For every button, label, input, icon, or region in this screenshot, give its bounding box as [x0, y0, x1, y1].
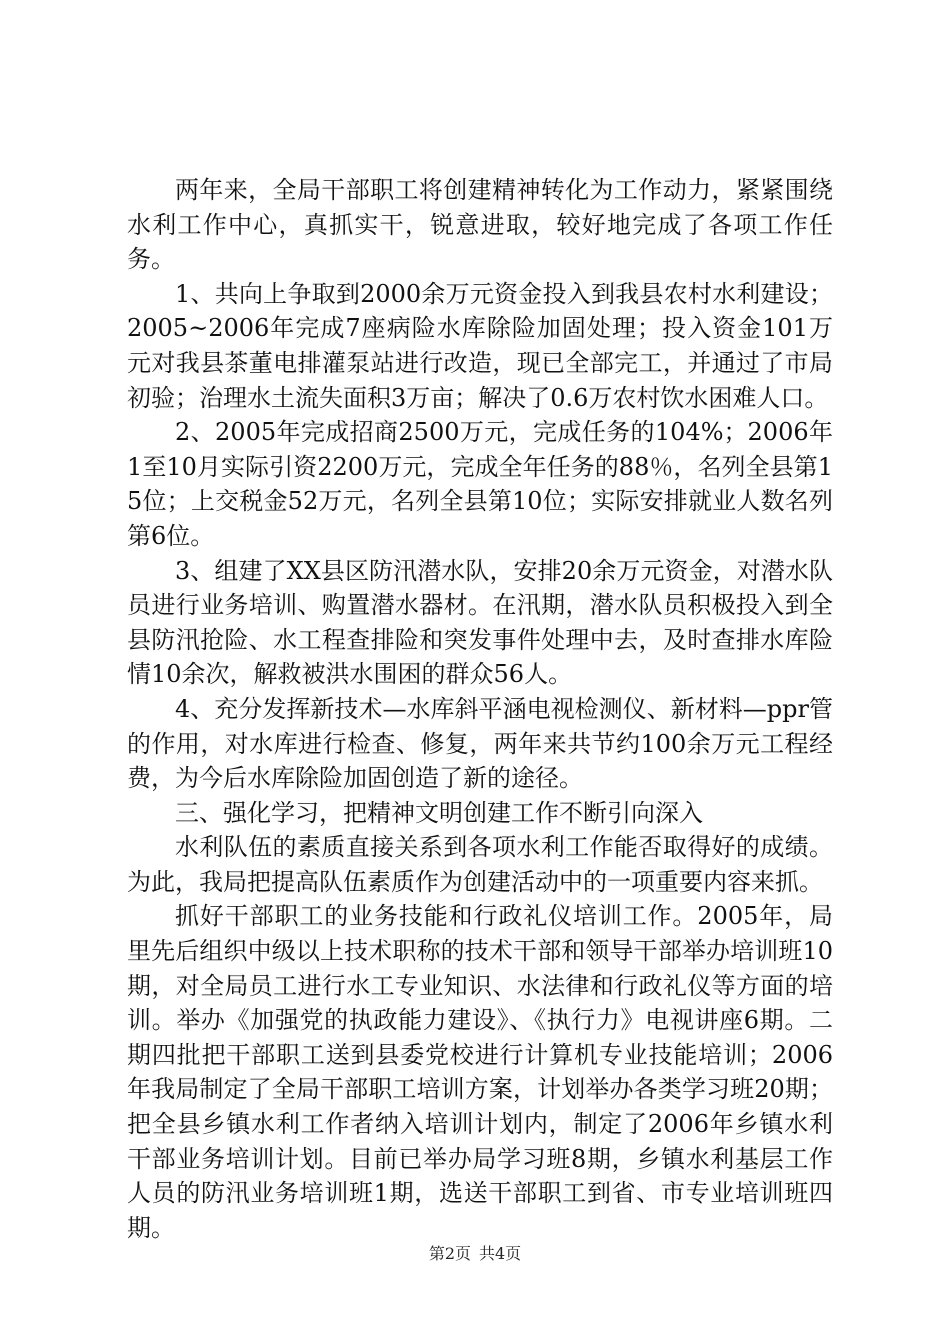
page-footer	[0, 1243, 950, 1265]
page-total: 共4页	[479, 1244, 522, 1263]
paragraph-item-3: 3、组建了XX县区防汛潜水队，安排20余万元资金，对潜水队员进行业务培训、购置潜水器材。在汛期，潜水队员积极投入到全县防汛抢险、水工程查排险和突发事件处理中去，及时查排水库险情10余次，解救被洪水围困的群众56人。	[127, 556, 833, 689]
page-number: 第2页	[428, 1244, 471, 1263]
paragraph-item-4: 4、充分发挥新技术—水库斜平涵电视检测仪、新材料—ppr管的作用，对水库进行检查、修复，两年来共节约100余万元工程经费，为今后水库除险加固创造了新的途径。	[127, 694, 833, 793]
section-heading: 三、强化学习，把精神文明创建工作不断引向深入	[175, 798, 703, 827]
paragraph-intro: 两年来，全局干部职工将创建精神转化为工作动力，紧紧围绕水利工作中心，真抓实干，锐意进取，较好地完成了各项工作任务。	[127, 176, 833, 274]
paragraph-training: 抓好干部职工的业务技能和行政礼仪培训工作。2005年，局里先后组织中级以上技术职称的技术干部和领导干部举办培训班10期，对全局员工进行水工专业知识、水法律和行政礼仪等方面的培训。举办《加强党的执政能力建设》、《执行力》电视讲座6期。二期四批把干部职工送到县委党校进行计算机专业技能培训；2006年我局制定了全局干部职工培训方案，计划举办各类学习班20期；把全县乡镇水利工作者纳入培训计划内，制定了2006年乡镇水利干部业务培训计划。目前已举办局学习班8期，乡镇水利基层工作人员的防汛业务培训班1期，选送干部职工到省、市专业培训班四期。	[127, 902, 833, 1242]
paragraph-item-1: 1、共向上争取到2000余万元资金投入到我县农村水利建设；2005~2006年完成7座病险水库除险加固处理；投入资金101万元对我县茶董电排灌泵站进行改造，现已全部完工，并通过了市局初验；治理水土流失面积3万亩；解决了0.6万农村饮水困难人口。	[127, 279, 833, 412]
document-body	[127, 173, 833, 1245]
paragraph-item-2: 2、2005年完成招商2500万元，完成任务的104%；2006年1至10月实际引资2200万元，完成全年任务的88％，名列全县第15位；上交税金52万元，名列全县第10位；实际安排就业人数名列第6位。	[127, 418, 833, 550]
paragraph-section-intro: 水利队伍的素质直接关系到各项水利工作能否取得好的成绩。为此，我局把提高队伍素质作为创建活动中的一项重要内容来抓。	[127, 833, 833, 896]
